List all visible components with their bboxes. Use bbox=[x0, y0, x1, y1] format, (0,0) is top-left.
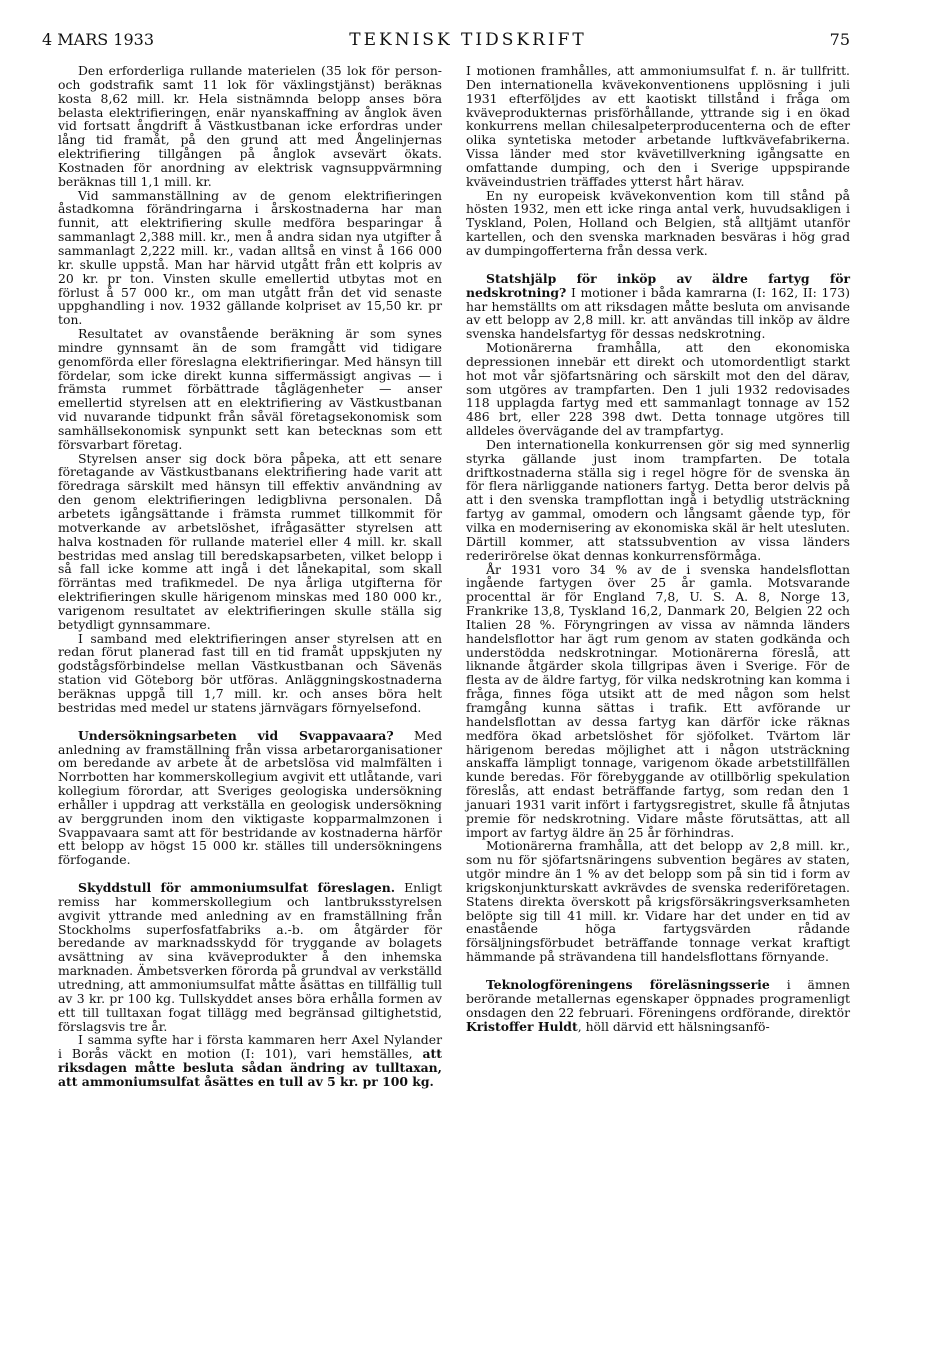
section-text: Med anledning av framställning från vissa arbetarorganisationer om beredande av arbete åt de arbetslösa vid malmfälten i Norrbotten har kommerskollegium avgivit ett utlåtande, vari kollegium förordar, att Sveriges geologiska undersökning erhåller i uppdrag att verkställa en geologisk undersökning av berggrunden inom den viktigaste kopparmalmzonen i Svappavaara samt att för bestridande av kostnaderna härför ett belopp av högst 15 000 kr. ställes till undersökningens förfogande. bbox=[58, 727, 442, 868]
paragraph: Resultatet av ovanstående beräkning är som synes mindre gynnsamt än de som framgått vid tidigare genomförda eller föreslagna elektrifieringar. Med hänsyn till fördelar, som icke direkt kunna siffermässigt angivas — i främsta rummet förbättrade tåglägenheter — anser emellertid styrelsen att en elektrifiering av Västkustbanan vid nuvarande tidpunkt från såväl företagsekonomisk som samhällsekonomisk synpunkt sett kan betecknas som ett försvarbart företag. bbox=[58, 326, 442, 452]
page-number: 75 bbox=[829, 30, 850, 49]
paragraph: Motionärerna framhålla, att den ekonomiska depressionen innebär ett direkt och utomordentligt starkt hot mot vår sjöfartsnäring och särskilt mot den del därav, som utgöres av trampfarten. Den 1 juli 1932 redovisades 118 upplagda fartyg med ett sammanlagt tonnage av 152 486 brt, eller 228 398 dwt. Detta tonnage utgöres till alldeles övervägande del av trampfartyg. bbox=[466, 340, 850, 439]
paragraph: Vid sammanställning av de genom elektrifieringen åstadkomna förändringarna i årskostnaderna har man funnit, att elektrifiering skulle medföra besparingar å sammanlagt 2,388 mill. kr., men å andra sidan nya utgifter å sammanlagt 2,222 mill. kr., vadan alltså en vinst å 166 000 kr. skulle uppstå. Man har härvid utgått från ett kolpris av 20 kr. pr ton. Vinsten skulle emellertid utbytas mot en förlust å 57 000 kr., om man utgått från det vid senaste uppghandling i nov. 1932 gällande kolpriset av 15,50 kr. pr ton. bbox=[58, 187, 442, 328]
left-column bbox=[58, 64, 442, 1089]
section-teknologforeningen bbox=[466, 978, 850, 1033]
paragraph: Styrelsen anser sig dock böra påpeka, att ett senare företagande av Västkustbanans elektrifiering hade varit att föredraga särskilt med hänsyn till effektiv användning av den genom elektrifieringen ledigblivna personalen. Då arbetets igångsättande i främsta rummet tillkommit för motverkande av arbetslöshet, ifrågasätter styrelsen att halva kostnaden för rullande materiel eller 4 mill. kr. skall bestridas med anslag till beredskapsarbeten, vilket belopp i så fall icke komme att ingå i det lånekapital, som skall förräntas med trafikmedel. De nya årliga utgifterna för elektrifieringen skulle härigenom minskas med 180 000 kr., varigenom resultatet av elektrifieringen skulle ställa sig betydligt gynnsammare. bbox=[58, 450, 442, 632]
paragraph: Den erforderliga rullande materielen (35 lok för person- och godstrafik samt 11 lok för växlingstjänst) beräknas kosta 8,62 mill. kr. Hela sistnämnda belopp anses böra belasta elektrifieringen, enär nyanskaffning av ånglok även vid fortsatt ångdrift å Västkustbanan icke erfordras under lång tid framåt, på den grund att med Ångelinjernas elektrifiering tillgången på ånglok avsevärt ökats. Kostnaden för anordning av elektrisk vagnsuppvärmning beräknas till 1,1 mill. kr. bbox=[58, 63, 442, 189]
paragraph: År 1931 voro 34 % av de i svenska handelsflottan ingående fartygen över 25 år gamla. Motsvarande procenttal är för England 7,8, U. S. A. 8, Norge 13, Frankrike 13,8, Tyskland 16,2, Danmark 20, Belgien 22 och Italien 28 %. Föryngringen av vissa av nämnda länders handelsflottor har ägt rum genom av staten godkända och understödda nedskrotningar. Motionärerna föreslå, att liknande åtgärder skola tillgripas även i Sverige. För de flesta av de äldre fartyg, för vilka nedskrotning kan komma i fråga, finnes föga utsikt att de med någon som helst framgång kunna sättas i trafik. Ett avförande ur handelsflottan av dessa fartyg kan därför icke räknas medföra ökad arbetslöshet för sjöfolket. Tvärtom lär härigenom beredas möjlighet att i någon utsträckning anskaffa lämpligt tonnage, varigenom ökade arbetstillfällen kunde beredas. För förebyggande av otillbörlig spekulation föreslås, att endast beträffande fartyg, som redan den 1 januari 1931 varit infört i fartygsregistret, skulle få åtnjutas premie för nedskrotning. Vidare måste förutsättas, att all import av fartyg äldre än 25 år förhindras. bbox=[466, 561, 850, 840]
section-heading: Statshjälp för inköp av äldre fartyg för nedskrotning? bbox=[466, 270, 850, 300]
right-column bbox=[466, 64, 850, 1033]
paragraph bbox=[58, 1033, 442, 1088]
issue-date: 4 MARS 1933 bbox=[42, 30, 155, 49]
section-text: Enligt remiss har kommerskollegium och lantbruksstyrelsen avgivit yttrande med anledning av en framställning från Stockholms superfosfatfabriks a.-b. om åtgärder för beredande av marknadsskydd för tryggande av bolagets avsättning av sina kväveprodukter å den inhemska marknaden. Ämbetsverken förorda på grundval av verkställd utredning, att ammoniumsulfat måtte åsättas en tillfällig tull av 3 kr. pr 100 kg. Tullskyddet anses böra erhålla formen av ett till tulltaxan fogat tillägg med begränsad giltighetstid, förslagsvis tre år. bbox=[58, 880, 442, 1034]
person-name: Kristoffer Huldt bbox=[466, 1018, 578, 1034]
section-skyddstull bbox=[58, 881, 442, 1033]
section-svappavaara bbox=[58, 729, 442, 867]
section-text: , höll därvid ett hälsningsanfö- bbox=[577, 1018, 770, 1034]
paragraph: En ny europeisk kvävekonvention kom till stånd på hösten 1932, men ett icke ringa antal verk, huvudsakligen i Tyskland, Polen, Holland och Belgien, stå alltjämt utanför kartellen, och den svenska marknaden besväras i hög grad av dumpingofferterna från dessa verk. bbox=[466, 187, 850, 258]
emphasized-text: att riksdagen måtte besluta sådan ändring av tulltaxan, att ammoniumsulfat åsättes en tull av 5 kr. pr 100 kg. bbox=[58, 1046, 442, 1089]
paragraph: I samband med elektrifieringen anser styrelsen att en redan förut planerad fast till en tid framåt uppskjuten ny godstågsförbindelse mellan Västkustbanan och Sävenäs station vid Göteborg bör utföras. Anläggningskostnaderna beräknas uppgå till 1,7 mill. kr. och anses böra helt bestridas med medel ur statens järnvägars förnyelsefond. bbox=[58, 630, 442, 715]
section-heading: Undersökningsarbeten vid Svappavaara? bbox=[78, 727, 394, 743]
journal-title: TEKNISK TIDSKRIFT bbox=[349, 30, 587, 50]
paragraph: I motionen framhålles, att ammoniumsulfat f. n. är tullfritt. Den internationella kvävekonventionens upplösning i juli 1931 efterföljdes av ett kaotiskt tillstånd i fråga om kväveprodukternas prisförhållande, yttrande sig i en ökad konkurrens mellan chilesalpeterproducenterna och de efter olika syntetiska metoder arbetande luftkvävefabrikerna. Vissa länder med stor kvävetillverkning igångsatte en omfattande dumping, och den i Sverige uppspirande kväveindustrien träffades ytterst hårt härav. bbox=[466, 63, 850, 189]
section-text: i ämnen berörande metallernas egenskaper öppnades programenligt onsdagen den 22 februari. Föreningens ordförande, direktör bbox=[466, 977, 850, 1020]
section-text: I motioner i båda kamrarna (I: 162, II: 173) har hemställts om att riksdagen måtte besluta om anvisande av ett belopp av 2,8 mill. kr. att användas till inköp av äldre svenska handelsfartyg för dessas nedskrotning. bbox=[466, 284, 850, 342]
paragraph-text: I samma syfte har i första kammaren herr Axel Nylander i Borås väckt en motion (I: 101), vari hemställes, bbox=[58, 1032, 442, 1062]
section-heading: Skyddstull för ammoniumsulfat föreslagen. bbox=[78, 880, 396, 896]
page-header bbox=[0, 30, 936, 54]
paragraph: Motionärerna framhålla, att det belopp av 2,8 mill. kr., som nu för sjöfartsnäringens subvention begäres av staten, utgör mindre än 1 % av det belopp som på sin tid i form av krigskonjunkturskatt avkrävdes de svenska rederiföretagen. Statens direkta överskott på krigsförsäkringsverksamheten belöpte sig till 41 mill. kr. Vidare har det under en tid av enastående höga fartygsvärden rådande försäljningsförbudet beträffande tonnage verkat kraftigt hämmande på strävandena till handelsflottans förnyande. bbox=[466, 838, 850, 965]
paragraph: Den internationella konkurrensen gör sig med synnerlig styrka gällande just inom trampfarten. De totala driftkostnaderna ställa sig i regel högre för de svenska än för flera närliggande nationers fartyg. Detta beror delvis på att i den svenska trampflottan ingå i betydlig utsträckning fartyg av gammal, omodern och långsamt gående typ, för vilka en modernisering av ekonomiska skäl är helt utesluten. Därtill kommer, att statssubvention av vissa länders rederirörelse ökat dennas konkurrensförmåga. bbox=[466, 436, 850, 563]
section-statshjalp bbox=[466, 272, 850, 341]
section-heading: Teknologföreningens föreläsningsserie bbox=[486, 977, 770, 992]
